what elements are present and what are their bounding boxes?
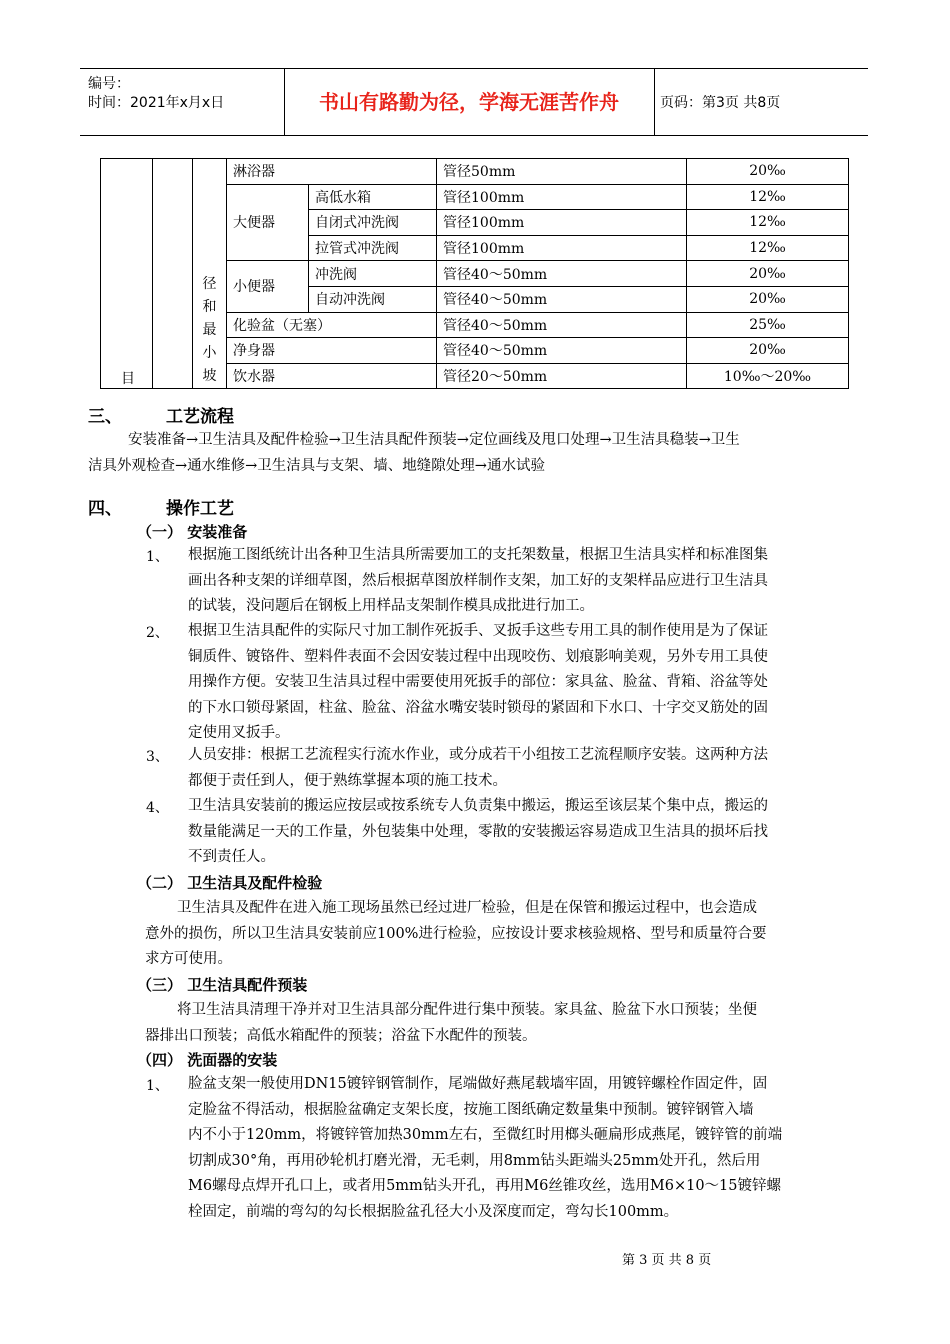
fixture-name: 淋浴器 [227,159,437,185]
item-number: 1、 [146,549,169,565]
list-item [188,543,868,620]
fixture-name: 净身器 [227,338,437,364]
paragraph [145,998,865,1049]
fixture-name: 化验盆（无塞） [227,312,437,338]
text-line: 栓固定，前端的弯勾的勾长根据脸盆孔径大小及深度而定，弯勾长100mm。 [188,1203,679,1220]
text-line: 不到责任人。 [188,849,275,865]
text-line: 数量能满足一天的工作量，外包装集中处理，零散的安装搬运容易造成卫生洁具的损坏后找 [188,823,768,840]
fixture-subtype: 自动冲洗阀 [309,286,437,312]
text-line: 根据施工图纸统计出各种卫生洁具所需要加工的支托架数量，根据卫生洁具实样和标准图集 [188,547,768,563]
min-slope: 12‰ [687,184,849,210]
text-line: 定使用叉扳手。 [188,725,290,741]
fixture-name: 大便器 [227,184,309,261]
subsection-2-title: （二） 卫生洁具及配件检验 [137,874,323,892]
process-flow-line-1: 安装准备→卫生洁具及配件检验→卫生洁具配件预装→定位画线及甩口处理→卫生洁具稳装→卫生 [128,432,740,448]
header-motto: 书山有路勤为径，学海无涯苦作舟 [284,69,655,135]
item-number: 2、 [146,625,169,641]
vertical-char: 坡 [202,368,217,385]
min-slope: 20‰ [687,286,849,312]
table-vertical-label [193,159,227,389]
text-line: 画出各种支架的详细草图，然后根据草图放样制作支架，加工好的支架样品应进行卫生洁具 [188,572,768,589]
list-item [188,794,868,871]
table-row [101,159,849,185]
doc-number: 编号： [88,76,130,92]
table-bottom-label: 目 [121,371,135,388]
text-line: 的试装，没问题后在钢板上用样品支架制作模具成批进行加工。 [188,598,594,614]
text-line: 定脸盆不得活动，根据脸盆确定支架长度，按施工图纸确定数量集中预制。镀锌钢管入墙 [188,1101,754,1118]
text-line: 意外的损伤，所以卫生洁具安装前应100%进行检验，应按设计要求核验规格、型号和质量符合要 [145,925,767,942]
pipe-diameter: 管径20～50mm [437,363,687,389]
fixture-subtype: 高低水箱 [309,184,437,210]
pipe-diameter: 管径40～50mm [437,338,687,364]
pipe-diameter: 管径100mm [437,210,687,236]
text-line: 人员安排：根据工艺流程实行流水作业，或分成若干小组按工艺流程顺序安装。这两种方法 [188,747,768,763]
min-slope: 20‰ [687,159,849,185]
pipe-diameter: 管径40～50mm [437,261,687,287]
text-line: 的下水口锁母紧固，柱盆、脸盆、浴盆水嘴安装时锁母的紧固和下水口、十字交叉筋处的固 [188,699,768,716]
paragraph [145,896,865,973]
min-slope: 20‰ [687,338,849,364]
process-flow-line-2: 洁具外观检查→通水维修→卫生洁具与支架、墙、地缝隙处理→通水试验 [88,458,545,474]
section-3-title: 工艺流程 [166,407,234,427]
item-number: 3、 [146,749,169,765]
page-footer: 第 3 页 共 8 页 [622,1253,712,1268]
doc-time: 时间：2021年x月x日 [88,95,225,111]
subsection-1-title: （一） 安装准备 [137,523,248,541]
pipe-diameter: 管径100mm [437,235,687,261]
list-item [188,1072,868,1225]
section-3-number: 三、 [88,407,122,427]
min-slope: 12‰ [687,235,849,261]
section-4-title: 操作工艺 [166,499,234,519]
vertical-char: 最 [202,322,217,339]
list-item [188,619,868,747]
min-slope: 25‰ [687,312,849,338]
text-line: 都便于责任到人，便于熟练掌握本项的施工技术。 [188,772,507,789]
pipe-diameter: 管径50mm [437,159,687,185]
vertical-char: 和 [202,299,217,316]
fixture-subtype: 拉管式冲洗阀 [309,235,437,261]
text-line: 求方可使用。 [145,951,232,967]
item-number: 4、 [146,800,169,816]
pipe-diameter: 管径100mm [437,184,687,210]
page-header [80,68,868,136]
min-slope: 12‰ [687,210,849,236]
header-meta [80,69,285,135]
pipe-diameter: 管径40～50mm [437,312,687,338]
page-number: 页码：第3页 共8页 [660,95,781,111]
text-line: 根据卫生洁具配件的实际尺寸加工制作死扳手、叉扳手这些专用工具的制作使用是为了保证 [188,623,768,639]
text-line: 切割成30°角，再用砂轮机打磨光滑，无毛刺，用8mm钻头距端头25mm处开孔，然后用 [188,1152,761,1169]
fixture-name: 饮水器 [227,363,437,389]
text-line: 将卫生洁具清理干净并对卫生洁具部分配件进行集中预装。家具盆、脸盆下水口预装；坐便 [177,1002,757,1018]
text-line: 卫生洁具及配件在进入施工现场虽然已经过进厂检验，但是在保管和搬运过程中，也会造成 [177,900,757,916]
text-line: 脸盆支架一般使用DN15镀锌钢管制作，尾端做好燕尾载墙牢固，用镀锌螺栓作固定件，固 [188,1076,768,1092]
text-line: 器排出口预装；高低水箱配件的预装；浴盆下水配件的预装。 [145,1027,537,1044]
list-item [188,743,868,794]
text-line: 铜质件、镀铬件、塑料件表面不会因安装过程中出现咬伤、划痕影响美观，另外专用工具使 [188,648,768,665]
subsection-4-title: （四） 洗面器的安装 [137,1051,278,1069]
subsection-3-title: （三） 卫生洁具配件预装 [137,976,308,994]
fixture-subtype: 自闭式冲洗阀 [309,210,437,236]
vertical-char: 径 [202,276,217,293]
table-col-1 [101,159,153,389]
min-slope: 20‰ [687,261,849,287]
text-line: M6螺母点焊开孔口上，或者用5mm钻头开孔，再用M6丝锥攻丝，选用M6×10～15镀锌螺 [188,1178,781,1194]
fixture-name: 小便器 [227,261,309,312]
text-line: 内不小于120mm，将镀锌管加热30mm左右，至微红时用榔头砸扁形成燕尾，镀锌管的前端 [188,1127,783,1143]
pipe-diameter: 管径40～50mm [437,286,687,312]
text-line: 用操作方便。安装卫生洁具过程中需要使用死扳手的部位：家具盆、脸盆、背箱、浴盆等处 [188,674,768,690]
item-number: 1、 [146,1078,169,1094]
table-col-2 [153,159,193,389]
min-slope: 10‰～20‰ [687,363,849,389]
drain-slope-table [100,158,849,389]
vertical-char: 小 [202,345,217,362]
text-line: 卫生洁具安装前的搬运应按层或按系统专人负责集中搬运，搬运至该层某个集中点，搬运的 [188,798,768,814]
section-4-number: 四、 [88,499,122,519]
fixture-subtype: 冲洗阀 [309,261,437,287]
